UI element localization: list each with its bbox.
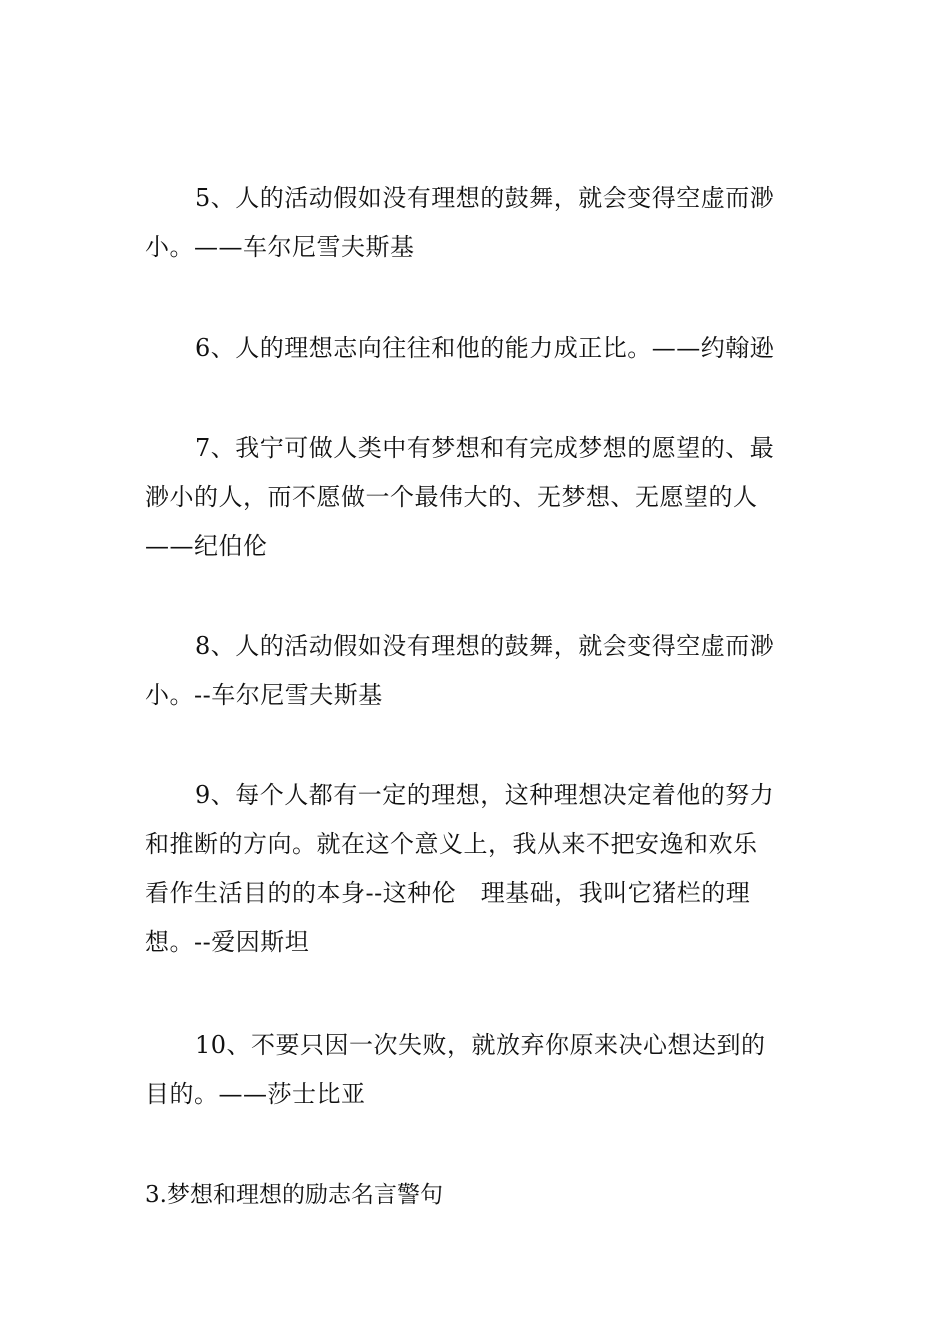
quote-10	[145, 1021, 810, 1119]
quote-8	[145, 622, 810, 720]
quote-line: 想。--爱因斯坦	[145, 928, 310, 956]
quote-9	[145, 771, 810, 967]
quote-line: 小。--车尔尼雪夫斯基	[145, 681, 383, 709]
quote-line: 9、每个人都有一定的理想，这种理想决定着他的努力	[195, 781, 775, 809]
quote-line: 10、不要只因一次失败，就放弃你原来决心想达到的	[195, 1031, 766, 1059]
quote-line: 小。——车尔尼雪夫斯基	[145, 233, 415, 261]
quote-7	[145, 424, 810, 571]
quote-line: ——纪伯伦	[145, 532, 268, 560]
quote-line: 目的。——莎士比亚	[145, 1080, 366, 1108]
quote-5	[145, 174, 810, 272]
quote-line: 8、人的活动假如没有理想的鼓舞，就会变得空虚而渺	[195, 632, 775, 660]
quote-line: 看作生活目的的本身--这种伦 理基础，我叫它猪栏的理	[145, 879, 751, 907]
quote-line: 和推断的方向。就在这个意义上，我从来不把安逸和欢乐	[145, 830, 758, 858]
quote-line: 5、人的活动假如没有理想的鼓舞，就会变得空虚而渺	[195, 184, 775, 212]
quote-line: 6、人的理想志向往往和他的能力成正比。——约翰逊	[195, 334, 775, 362]
quote-6	[145, 324, 810, 373]
quote-line: 渺小的人，而不愿做一个最伟大的、无梦想、无愿望的人	[145, 483, 758, 511]
section-heading: 3.梦想和理想的励志名言警句	[145, 1182, 443, 1208]
quote-line: 7、我宁可做人类中有梦想和有完成梦想的愿望的、最	[195, 434, 775, 462]
